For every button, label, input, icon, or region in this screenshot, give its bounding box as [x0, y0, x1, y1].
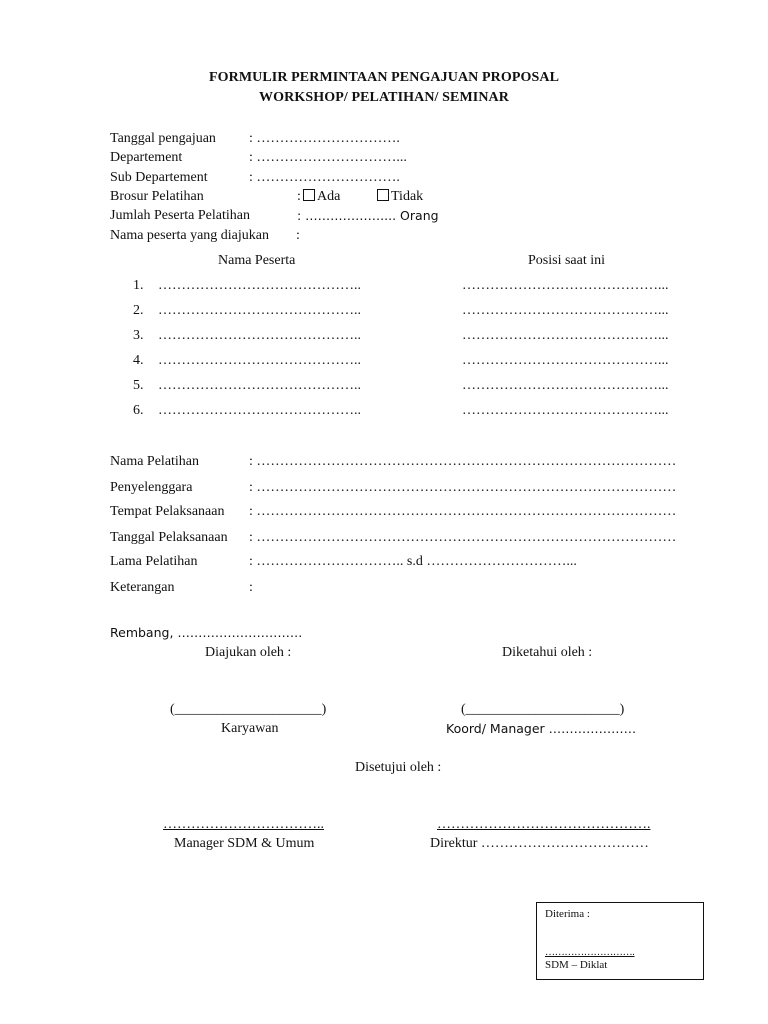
checkbox-icon	[377, 189, 389, 201]
checkbox-ada[interactable]	[303, 189, 340, 205]
value-jumlah-peserta: : ……………….... Orang	[297, 208, 439, 223]
manager-sdm-label: Manager SDM & Umum	[174, 836, 315, 851]
participant-name: ……………………………………..	[158, 378, 361, 393]
label-nama-pelatihan: Nama Pelatihan	[110, 454, 200, 469]
participant-name: ……………………………………..	[158, 278, 361, 293]
checkbox-tidak[interactable]	[377, 189, 423, 205]
participant-name: ……………………………………..	[158, 328, 361, 343]
koord-manager-label: Koord/ Manager …………………	[446, 721, 637, 736]
sdm-diklat-label: SDM – Diklat	[545, 959, 608, 971]
label-tempat-pelaksanaan: Tempat Pelaksanaan	[110, 504, 225, 519]
signature-dots-direktur: ……………………………………….	[437, 817, 651, 832]
signature-line-karyawan: (_____________________)	[170, 702, 327, 717]
signature-dots-sdm: ……………………………..	[163, 817, 324, 832]
diketahui-oleh: Diketahui oleh :	[502, 645, 593, 660]
label-jumlah-peserta: Jumlah Peserta Pelatihan	[110, 208, 250, 223]
value-keterangan: :	[249, 580, 253, 595]
header-nama-peserta: Nama Peserta	[218, 253, 296, 268]
value-tempat-pelaksanaan: : ………………………………………………………………………………	[249, 504, 677, 519]
diterima-dots: ……………………….	[545, 947, 635, 958]
label-departement: Departement	[110, 150, 183, 165]
brosur-colon: :	[297, 189, 301, 204]
header-posisi: Posisi saat ini	[528, 253, 606, 268]
label-keterangan: Keterangan	[110, 580, 175, 595]
value-nama-pelatihan: : ………………………………………………………………………………	[249, 454, 677, 469]
participant-name: ……………………………………..	[158, 403, 361, 418]
form-subtitle: WORKSHOP/ PELATIHAN/ SEMINAR	[259, 90, 509, 105]
participant-number: 6.	[133, 403, 144, 418]
participant-position: ……………………………………...	[462, 403, 669, 418]
value-tanggal-pelaksanaan: : ………………………………………………………………………………	[249, 530, 677, 545]
participant-position: ……………………………………...	[462, 328, 669, 343]
participant-position: ……………………………………...	[462, 303, 669, 318]
label-penyelenggara: Penyelenggara	[110, 480, 193, 495]
nama-peserta-colon: :	[296, 228, 300, 243]
participant-number: 3.	[133, 328, 144, 343]
value-departement: : …………………………...	[249, 150, 407, 165]
direktur-label: Direktur ………………………………	[430, 836, 649, 851]
value-penyelenggara: : ………………………………………………………………………………	[249, 480, 677, 495]
checkbox-ada-label: Ada	[317, 189, 341, 204]
value-tanggal-pengajuan: : ………………………….	[249, 131, 400, 146]
label-sub-departement: Sub Departement	[110, 170, 208, 185]
participant-position: ……………………………………...	[462, 378, 669, 393]
karyawan-label: Karyawan	[221, 721, 279, 736]
label-nama-peserta: Nama peserta yang diajukan	[110, 228, 269, 243]
received-box	[536, 902, 704, 980]
place-date: Rembang, …………………………	[110, 625, 303, 640]
diajukan-oleh: Diajukan oleh :	[205, 645, 292, 660]
checkbox-icon	[303, 189, 315, 201]
participant-number: 4.	[133, 353, 144, 368]
label-lama-pelatihan: Lama Pelatihan	[110, 554, 198, 569]
form-title: FORMULIR PERMINTAAN PENGAJUAN PROPOSAL	[208, 70, 560, 85]
label-brosur: Brosur Pelatihan	[110, 189, 204, 204]
label-tanggal-pelaksanaan: Tanggal Pelaksanaan	[110, 530, 228, 545]
value-lama-pelatihan: : ………………………….. s.d …………………………...	[249, 554, 577, 569]
label-tanggal-pengajuan: Tanggal pengajuan	[110, 131, 216, 146]
checkbox-tidak-label: Tidak	[391, 189, 424, 204]
disetujui-oleh: Disetujui oleh :	[355, 760, 442, 775]
signature-line-koord: (______________________)	[461, 702, 625, 717]
participant-number: 2.	[133, 303, 144, 318]
diterima-label: Diterima :	[545, 908, 590, 920]
participant-name: ……………………………………..	[158, 353, 361, 368]
participant-name: ……………………………………..	[158, 303, 361, 318]
value-sub-departement: : ………………………….	[249, 170, 400, 185]
participant-position: ……………………………………...	[462, 353, 669, 368]
participant-number: 5.	[133, 378, 144, 393]
participant-number: 1.	[133, 278, 144, 293]
participant-position: ……………………………………...	[462, 278, 669, 293]
